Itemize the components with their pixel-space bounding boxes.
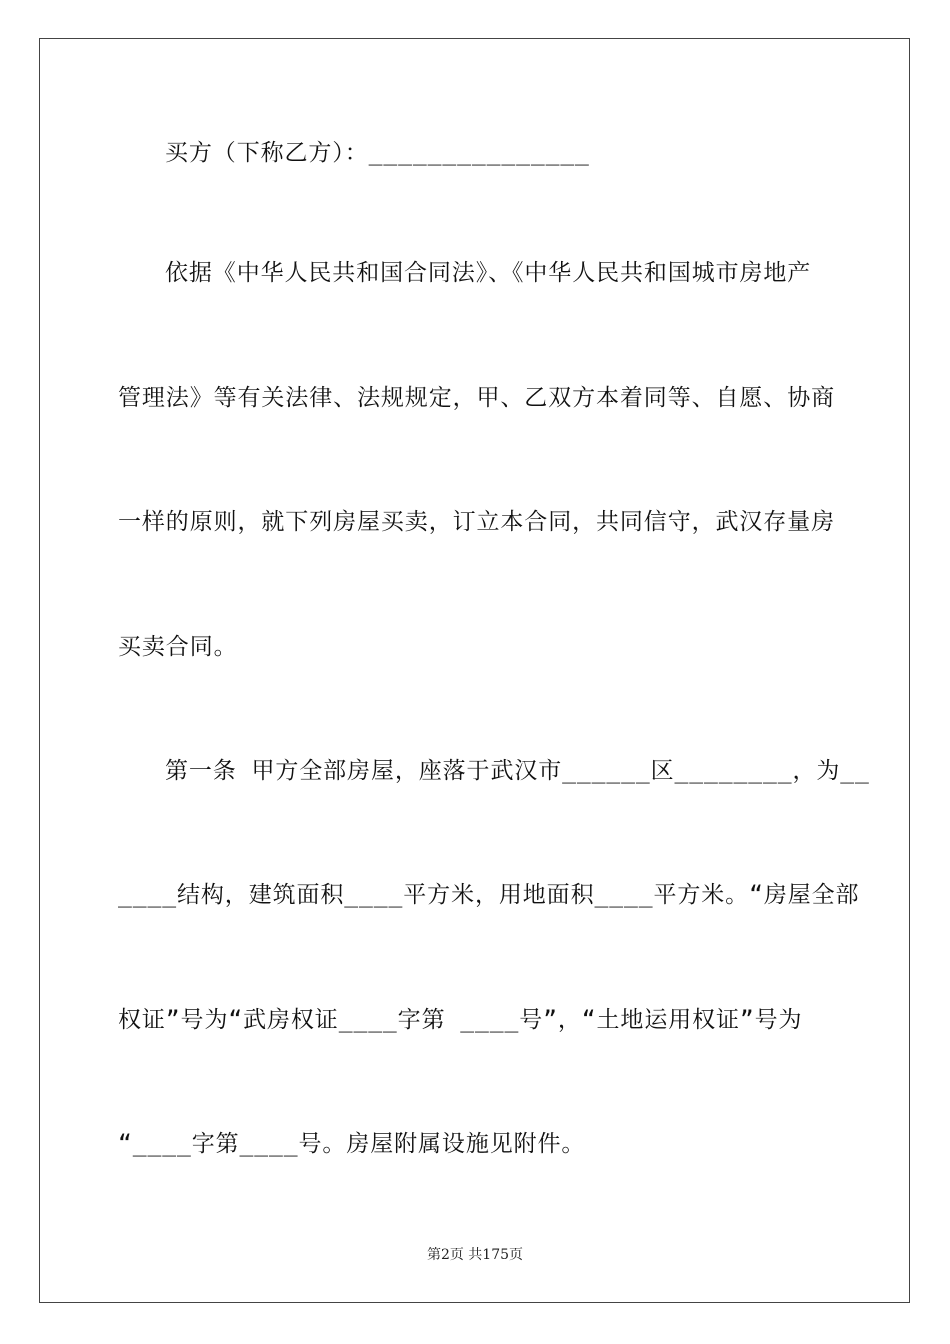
article-line: “____字第____号。房屋附属设施见附件。	[118, 1131, 586, 1157]
article-line: 第一条 甲方全部房屋，座落于武汉市______区________，为__	[165, 758, 870, 784]
article-line: 权证”号为“武房权证____字第 ____号”，“土地运用权证”号为	[118, 1007, 803, 1033]
buyer-line: 买方（下称乙方）：_______________	[165, 140, 590, 166]
paragraph-line: 一样的原则，就下列房屋买卖，订立本合同，共同信守，武汉存量房	[118, 509, 835, 535]
paragraph-line: 管理法》等有关法律、法规规定，甲、乙双方本着同等、自愿、协商	[118, 385, 835, 411]
paragraph-line: 买卖合同。	[118, 634, 238, 660]
page-frame	[39, 38, 910, 1303]
article-line: ____结构，建筑面积____平方米，用地面积____平方米。“房屋全部	[118, 882, 860, 908]
page-number: 第2页 共175页	[426, 1247, 524, 1263]
paragraph-line: 依据《中华人民共和国合同法》、《中华人民共和国城市房地产	[165, 260, 812, 286]
